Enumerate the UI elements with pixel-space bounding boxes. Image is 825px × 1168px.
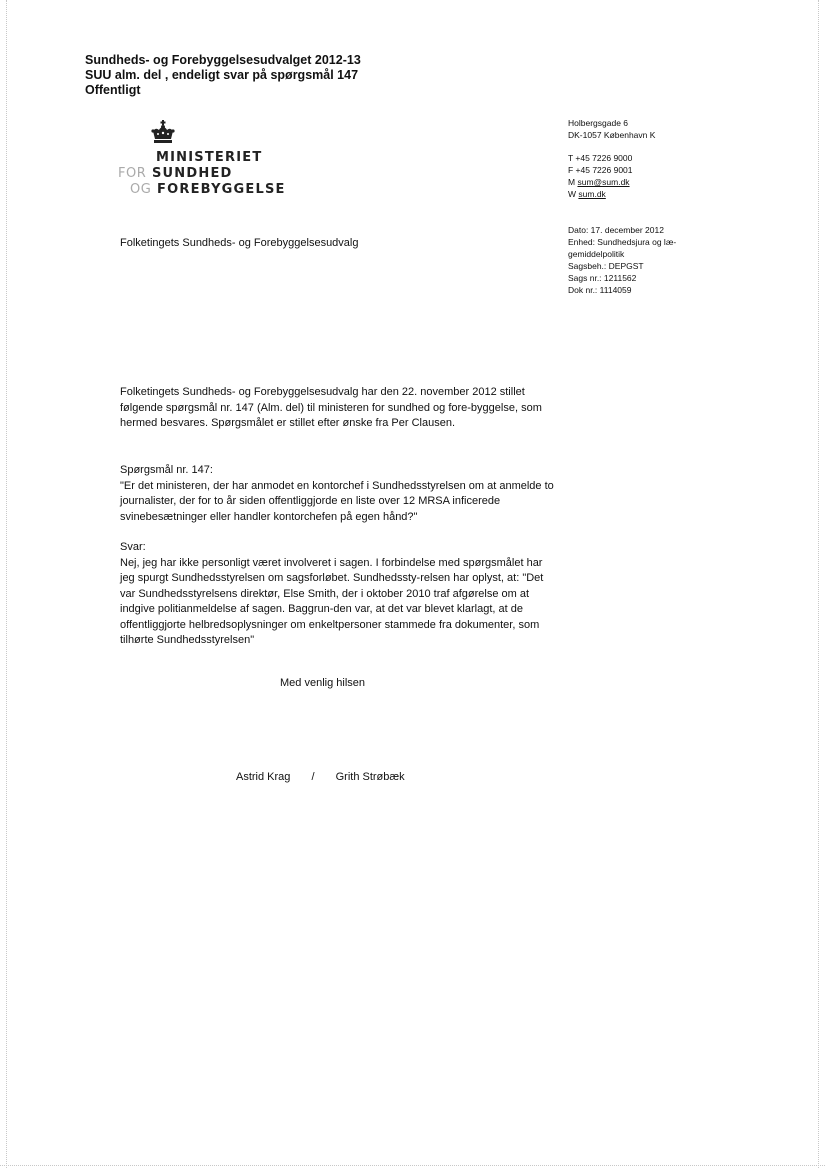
contact-fax: F +45 7226 9001 xyxy=(568,165,633,175)
logo-prefix-og: OG xyxy=(130,182,152,197)
contact-block xyxy=(568,152,633,200)
logo-forebyggelse: FOREBYGGELSE xyxy=(157,182,286,197)
question-label: Spørgsmål nr. 147: xyxy=(120,464,213,476)
answer-text: Nej, jeg har ikke personligt været involveret i sagen. I forbindelse med spørgsmålet har jeg spurgt Sundhedsstyrelsen om sagsforløbet. Sundhedssty-relsen har oplyst, at: "Det var Sundhedsstyrelsens direktør, Else Smith, der i oktober 2010 traf afgørelse om at indgive politianmeldelse af sagen. Baggrun-den var, at det var blevet klarlagt, at de offentliggjorte helbredsoplysninger om enkeltpersoner stammede fra dokumenter, som tilhørte Sundhedsstyrelsen" xyxy=(120,556,544,646)
logo-line-forebyggelse xyxy=(130,182,286,198)
contact-mail-link[interactable]: sum@sum.dk xyxy=(577,177,630,187)
address-street: Holbergsgade 6 xyxy=(568,118,629,128)
address-city: DK-1057 København K xyxy=(568,130,656,140)
answer-label: Svar: xyxy=(120,541,146,553)
scan-edge-bottom xyxy=(0,1165,825,1166)
document-header xyxy=(85,53,361,98)
answer-section xyxy=(120,540,560,649)
scan-edge-right xyxy=(818,0,819,1168)
meta-handler: Sagsbeh.: DEPGST xyxy=(568,261,644,271)
logo-ministeriet: MINISTERIET xyxy=(156,150,263,165)
logo-sundhed: SUNDHED xyxy=(151,166,233,181)
meta-unit: Enhed: Sundhedsjura og læ-gemiddelpolitik xyxy=(568,237,677,259)
address-block xyxy=(568,117,655,141)
case-meta-block xyxy=(568,224,698,296)
signature-separator: / xyxy=(311,771,315,783)
header-committee: Sundheds- og Forebyggelsesudvalget 2012-13 xyxy=(85,53,361,67)
signature-name-1: Astrid Krag xyxy=(236,771,291,783)
meta-date: Dato: 17. december 2012 xyxy=(568,225,664,235)
contact-mail-prefix: M xyxy=(568,177,576,187)
question-section xyxy=(120,463,560,525)
header-reference: SUU alm. del , endeligt svar på spørgsmål 147 xyxy=(85,68,359,82)
logo-line-sundhed xyxy=(118,166,233,182)
recipient: Folketingets Sundheds- og Forebyggelsesudvalg xyxy=(120,237,359,249)
header-classification: Offentligt xyxy=(85,83,141,97)
contact-web-prefix: W xyxy=(568,189,577,199)
meta-case-number: Sags nr.: 1211562 xyxy=(568,273,637,283)
ministry-logo xyxy=(118,120,288,200)
meta-document-number: Dok nr.: 1114059 xyxy=(568,285,632,295)
intro-paragraph: Folketingets Sundheds- og Forebyggelsesudvalg har den 22. november 2012 stillet følgende spørgsmål nr. 147 (Alm. del) til ministeren for sundhed og fore-byggelse, som hermed besvares. Spørgsmålet er stillet efter ønske fra Per Clausen. xyxy=(120,386,542,429)
signature-name-2: Grith Strøbæk xyxy=(335,771,405,783)
contact-web-link[interactable]: sum.dk xyxy=(578,189,606,199)
signature-line xyxy=(236,771,405,783)
contact-phone: T +45 7226 9000 xyxy=(568,153,633,163)
contact-web-line xyxy=(568,188,633,200)
contact-mail-line xyxy=(568,176,633,188)
logo-prefix-for: FOR xyxy=(118,166,147,181)
closing-greeting: Med venlig hilsen xyxy=(280,677,365,689)
scan-edge-left xyxy=(6,0,7,1168)
crown-icon xyxy=(150,120,176,146)
question-text: "Er det ministeren, der har anmodet en kontorchef i Sundhedsstyrelsen om at anmelde to journalister, der for to år siden offentliggjorde en liste over 12 MRSA inficerede svinebesætninger eller handler kontorchefen på egen hånd?" xyxy=(120,479,554,523)
